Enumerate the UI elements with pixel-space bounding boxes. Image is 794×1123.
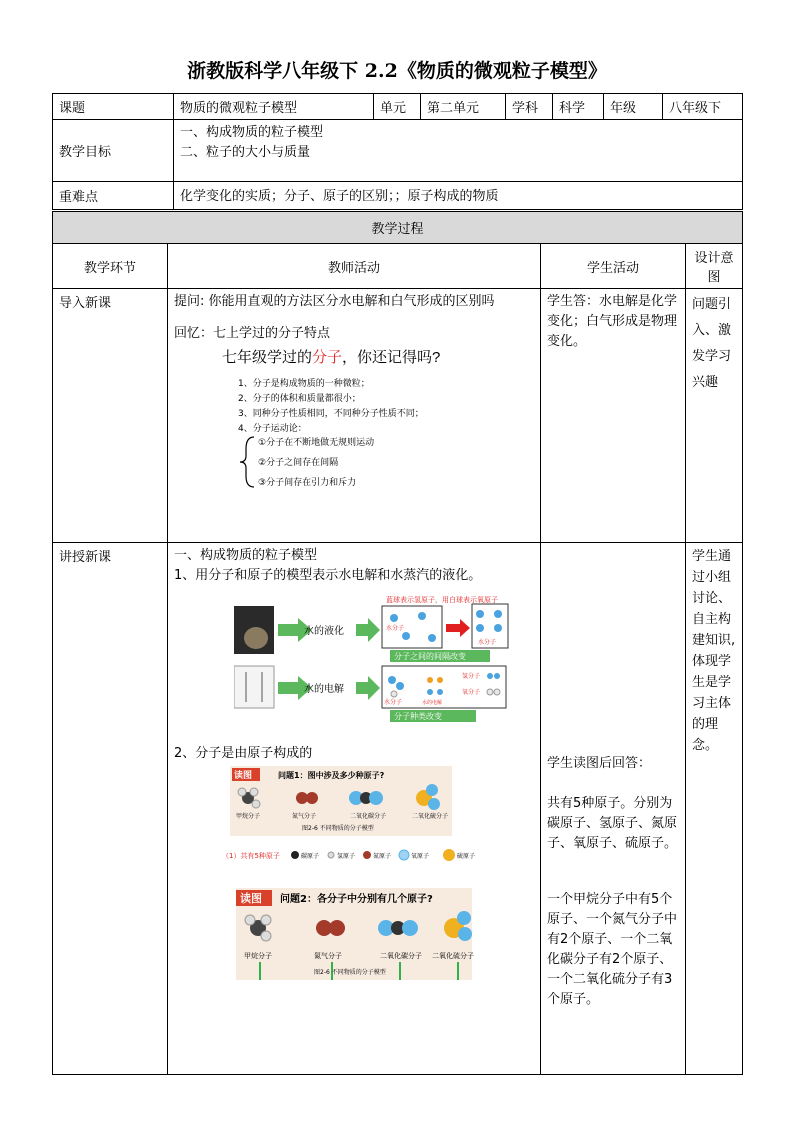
water-molecule-label: 水分子	[386, 625, 405, 632]
atom-count: （1）共有5种原子	[222, 852, 280, 860]
fig-title-c: ，你还记得吗?	[342, 349, 441, 366]
water-model-figure	[234, 594, 534, 722]
col-student: 学生活动	[541, 244, 686, 289]
molecule-name: 二氧化碳分子	[350, 813, 387, 820]
goal-content	[174, 120, 743, 182]
question-2: 问题2：各分子中分别有几个原子?	[280, 894, 433, 905]
goal-item: 一、构成物质的粒子模型	[180, 125, 324, 140]
student-answer-2: 一个甲烷分子中有5个原子、一个氮气分子中有2个原子、一个二氧化碳分子有2个原子、一个二氧化硫分子有3个原子。	[547, 892, 678, 1007]
student-read: 学生读图后回答：	[547, 756, 652, 771]
unit-value: 第二单元	[421, 94, 506, 120]
goal-label: 教学目标	[53, 120, 174, 182]
stage-lecture: 讲授新课	[53, 543, 168, 1075]
kettle-icon	[244, 627, 268, 649]
student-answer: 学生答：水电解是化学变化；白气形成是物理变化。	[547, 294, 678, 349]
subject-label: 学科	[506, 94, 553, 120]
electrolysis-label: 水的电解	[304, 684, 344, 695]
intent-lecture	[686, 543, 743, 1075]
atom-name: 氢原子	[337, 853, 356, 860]
teacher-lecture	[168, 543, 541, 1075]
oxygen-molecule-label: 氧分子	[462, 689, 481, 696]
grade-value: 八年级下	[663, 94, 743, 120]
process-header: 教学过程	[53, 212, 743, 244]
figure-caption: 图2-6 不同物质的分子模型	[302, 825, 374, 832]
sub-1: ①分子在不断地做无规则运动	[258, 438, 375, 448]
grade-label: 年级	[604, 94, 663, 120]
hydrogen-atom-icon	[328, 852, 334, 858]
lecture-h1: 一、构成物质的粒子模型	[174, 548, 318, 563]
atoms-figure-1	[174, 766, 496, 870]
point-1: 1、分子是构成物质的一种微粒；	[238, 379, 370, 389]
student-answer-1: 共有5种原子。分别为碳原子、氢原子、氮原子、氧原子、硫原子。	[547, 796, 678, 851]
course-info-table	[52, 93, 743, 210]
intro-question: 提问: 你能用直观的方法区分水电解和白气形成的区别吗	[174, 294, 495, 309]
read-tag-label: 读图	[240, 892, 262, 905]
molecule-name: 氮气分子	[314, 952, 342, 960]
sub-2: ②分子之间存在间隔	[258, 458, 339, 468]
molecule-features-figure	[174, 344, 474, 494]
red-arrow-icon	[446, 619, 470, 637]
hydrogen-molecule-label: 氢分子	[462, 673, 481, 680]
col-stage: 教学环节	[53, 244, 168, 289]
atoms-figure-2	[174, 888, 496, 984]
process-table	[52, 211, 743, 1075]
point-2: 2、分子的体积和质量都很小；	[238, 394, 361, 404]
intent-text: 学生通过小组讨论、自主构建知识,体现学生是学习主体的理念。	[692, 549, 736, 753]
sub-3: ③分子间存在引力和斥力	[258, 478, 357, 488]
molecule-name: 甲烷分子	[236, 813, 261, 820]
molecule-name: 甲烷分子	[244, 952, 272, 960]
question-1: 问题1：图中涉及多少种原子?	[278, 771, 385, 780]
gap-change-label: 分子之间的间隔改变	[394, 652, 466, 661]
oxygen-atom-icon	[399, 850, 409, 860]
unit-label: 单元	[374, 94, 421, 120]
topic-value: 物质的微观粒子模型	[174, 94, 374, 120]
goal-item: 二、粒子的大小与质量	[180, 145, 311, 160]
svg-text:七年级学过的分子，你还记得吗?	[222, 348, 440, 366]
electrolysis-apparatus	[234, 666, 274, 708]
kind-change-label: 分子种类改变	[394, 712, 442, 721]
atom-name: 硫原子	[457, 853, 476, 860]
fig-title-a: 七年级学过的	[222, 349, 313, 366]
topic-label: 课题	[53, 94, 174, 120]
sulfur-atom-icon	[443, 849, 455, 861]
lecture-h3: 2、分子是由原子构成的	[174, 746, 313, 761]
atom-name: 氮原子	[373, 853, 392, 860]
fig-title-b: 分子	[312, 349, 343, 366]
atom-name: 碳原子	[301, 853, 320, 860]
atom-name: 氧原子	[411, 853, 430, 860]
liquefy-label: 水的液化	[304, 626, 344, 637]
molecule-name: 二氧化硫分子	[432, 952, 474, 960]
student-lecture	[541, 543, 686, 1075]
stage-intro: 导入新课	[53, 289, 168, 543]
col-teacher: 教师活动	[168, 244, 541, 289]
subject-value: 科学	[553, 94, 604, 120]
figure-caption: 图2-6 不同物质的分子模型	[314, 969, 386, 976]
arrow-icon	[356, 676, 380, 700]
col-intent: 设计意图	[686, 244, 743, 289]
water-molecule-label: 水分子	[478, 639, 497, 646]
carbon-atom-icon	[291, 851, 299, 859]
lecture-h2: 1、用分子和原子的模型表示水电解和水蒸汽的液化。	[174, 568, 482, 583]
teacher-intro	[168, 289, 541, 543]
point-3: 3、同种分子性质相同，不同种分子性质不同；	[238, 409, 424, 419]
intro-recall: 回忆：七上学过的分子特点	[174, 326, 331, 341]
legend-text: 蓝球表示氢原子，用白球表示氧原子	[386, 596, 498, 604]
molecule-name: 二氧化碳分子	[380, 952, 422, 960]
molecule-name: 氮气分子	[292, 813, 317, 820]
point-4: 4、分子运动论：	[238, 424, 307, 434]
arrow-icon	[356, 618, 380, 642]
water-molecule-label: 水分子	[384, 699, 403, 706]
read-tag-label: 读图	[234, 771, 253, 781]
student-intro	[541, 289, 686, 543]
nitrogen-atom-icon	[363, 851, 371, 859]
intent-intro	[686, 289, 743, 543]
intent-text: 问题引入、激发学习兴趣	[692, 297, 732, 390]
key-content: 化学变化的实质；分子、原子的区别；；原子构成的物质	[174, 182, 743, 210]
molecule-name: 二氧化硫分子	[412, 813, 449, 820]
key-label: 重难点	[53, 182, 174, 210]
electrolysis-small: 水的电解	[422, 700, 443, 706]
document-title: 浙教版科学八年级下 2.2《物质的微观粒子模型》	[187, 60, 607, 82]
brace-icon	[240, 437, 254, 487]
